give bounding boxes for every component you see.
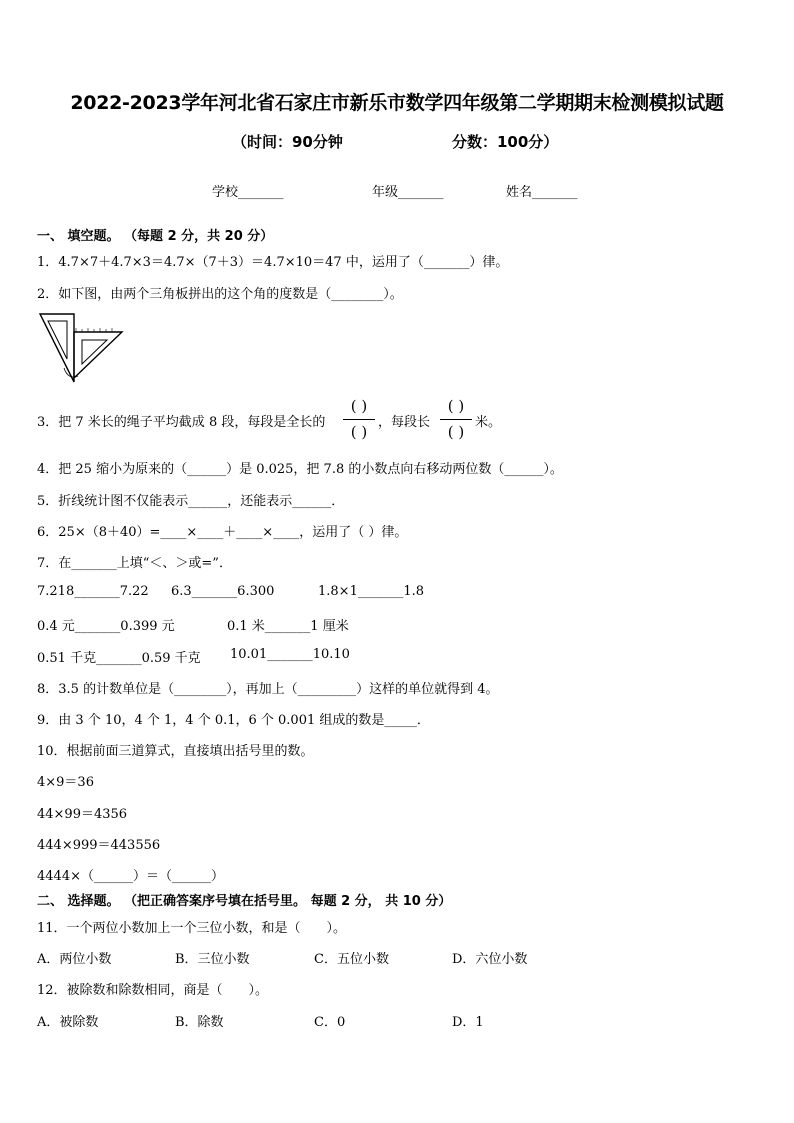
q7-item: 0.4 元_______0.399 元 (37, 619, 175, 634)
q12-option-d: D．1 (452, 1015, 484, 1030)
q12-option-a: A．被除数 (37, 1015, 99, 1030)
grade-field: 年级_______ (372, 185, 444, 200)
question-7: 7．在_______上填“＜、＞或=”． (37, 556, 232, 571)
triangle-rulers-figure (38, 310, 126, 384)
fraction-1-numerator: ( ) (350, 397, 368, 415)
question-6: 6．25×（8＋40）=____×____＋____×____，运用了（ ）律。 (37, 525, 408, 540)
q7-item: 10.01_______10.10 (230, 647, 350, 662)
question-10: 10．根据前面三道算式，直接填出括号里的数。 (37, 744, 314, 759)
question-2: 2．如下图，由两个三角板拼出的这个角的度数是（________）。 (37, 287, 403, 302)
q12-option-c: C．0 (314, 1015, 346, 1030)
fraction-2-bar (440, 419, 472, 420)
fraction-2-numerator: ( ) (447, 397, 465, 415)
q7-item: 7.218_______7.22 (37, 584, 149, 599)
q7-item: 0.51 千克_______0.59 千克 (37, 651, 201, 666)
question-3-part-c: 米。 (475, 415, 502, 430)
q10-line: 4×9＝36 (37, 775, 94, 790)
q10-line: 444×999＝443556 (37, 838, 161, 853)
q11-option-c: C．五位小数 (314, 952, 389, 967)
q7-item: 6.3_______6.300 (171, 584, 275, 599)
fraction-blank-2 (439, 397, 473, 443)
question-1: 1．4.7×7＋4.7×3＝4.7×（7＋3）＝4.7×10＝47 中，运用了（_______）律。 (37, 255, 509, 270)
q7-item: 1.8×1_______1.8 (318, 584, 425, 599)
q10-line: 4444×（______）＝（______） (37, 869, 224, 884)
fraction-1-denominator: ( ) (350, 423, 368, 441)
page-title: 2022-2023学年河北省石家庄市新乐市数学四年级第二学期期末检测模拟试题 (70, 92, 724, 114)
fraction-1-bar (343, 419, 375, 420)
name-field: 姓名_______ (506, 185, 578, 200)
q7-item: 0.1 米_______1 厘米 (227, 619, 349, 634)
question-11: 11．一个两位小数加上一个三位小数，和是（ ）。 (37, 921, 347, 936)
section-1-heading: 一、 填空题。 （每题 2 分，共 20 分） (37, 229, 274, 244)
fraction-2-denominator: ( ) (447, 423, 465, 441)
q11-option-a: A．两位小数 (37, 952, 112, 967)
question-3-part-b: ，每段长 (378, 415, 431, 430)
q12-option-b: B．除数 (175, 1015, 224, 1030)
question-5: 5．折线统计图不仅能表示______，还能表示______． (37, 494, 345, 509)
section-2-heading: 二、 选择题。 （把正确答案序号填在括号里。 每题 2 分， 共 10 分） (37, 894, 452, 909)
school-field: 学校_______ (212, 185, 284, 200)
q11-option-d: D．六位小数 (452, 952, 528, 967)
fraction-blank-1 (342, 397, 376, 443)
q10-line: 44×99＝4356 (37, 807, 128, 822)
question-12: 12．被除数和除数相同，商是（ ）。 (37, 983, 269, 998)
question-4: 4．把 25 缩小为原来的（______）是 0.025，把 7.8 的小数点向右移动两位数（______）。 (37, 462, 563, 477)
exam-score: 分数：100分） (452, 133, 559, 151)
q11-option-b: B．三位小数 (175, 952, 250, 967)
question-9: 9．由 3 个 10，4 个 1，4 个 0.1，6 个 0.001 组成的数是_____． (37, 713, 430, 728)
exam-time: （时间：90分钟 (232, 133, 343, 151)
question-3-part-a: 3．把 7 米长的绳子平均截成 8 段，每段是全长的 (37, 415, 326, 430)
question-8: 8．3.5 的计数单位是（________），再加上（_________）这样的单位就得到 4。 (37, 682, 499, 697)
